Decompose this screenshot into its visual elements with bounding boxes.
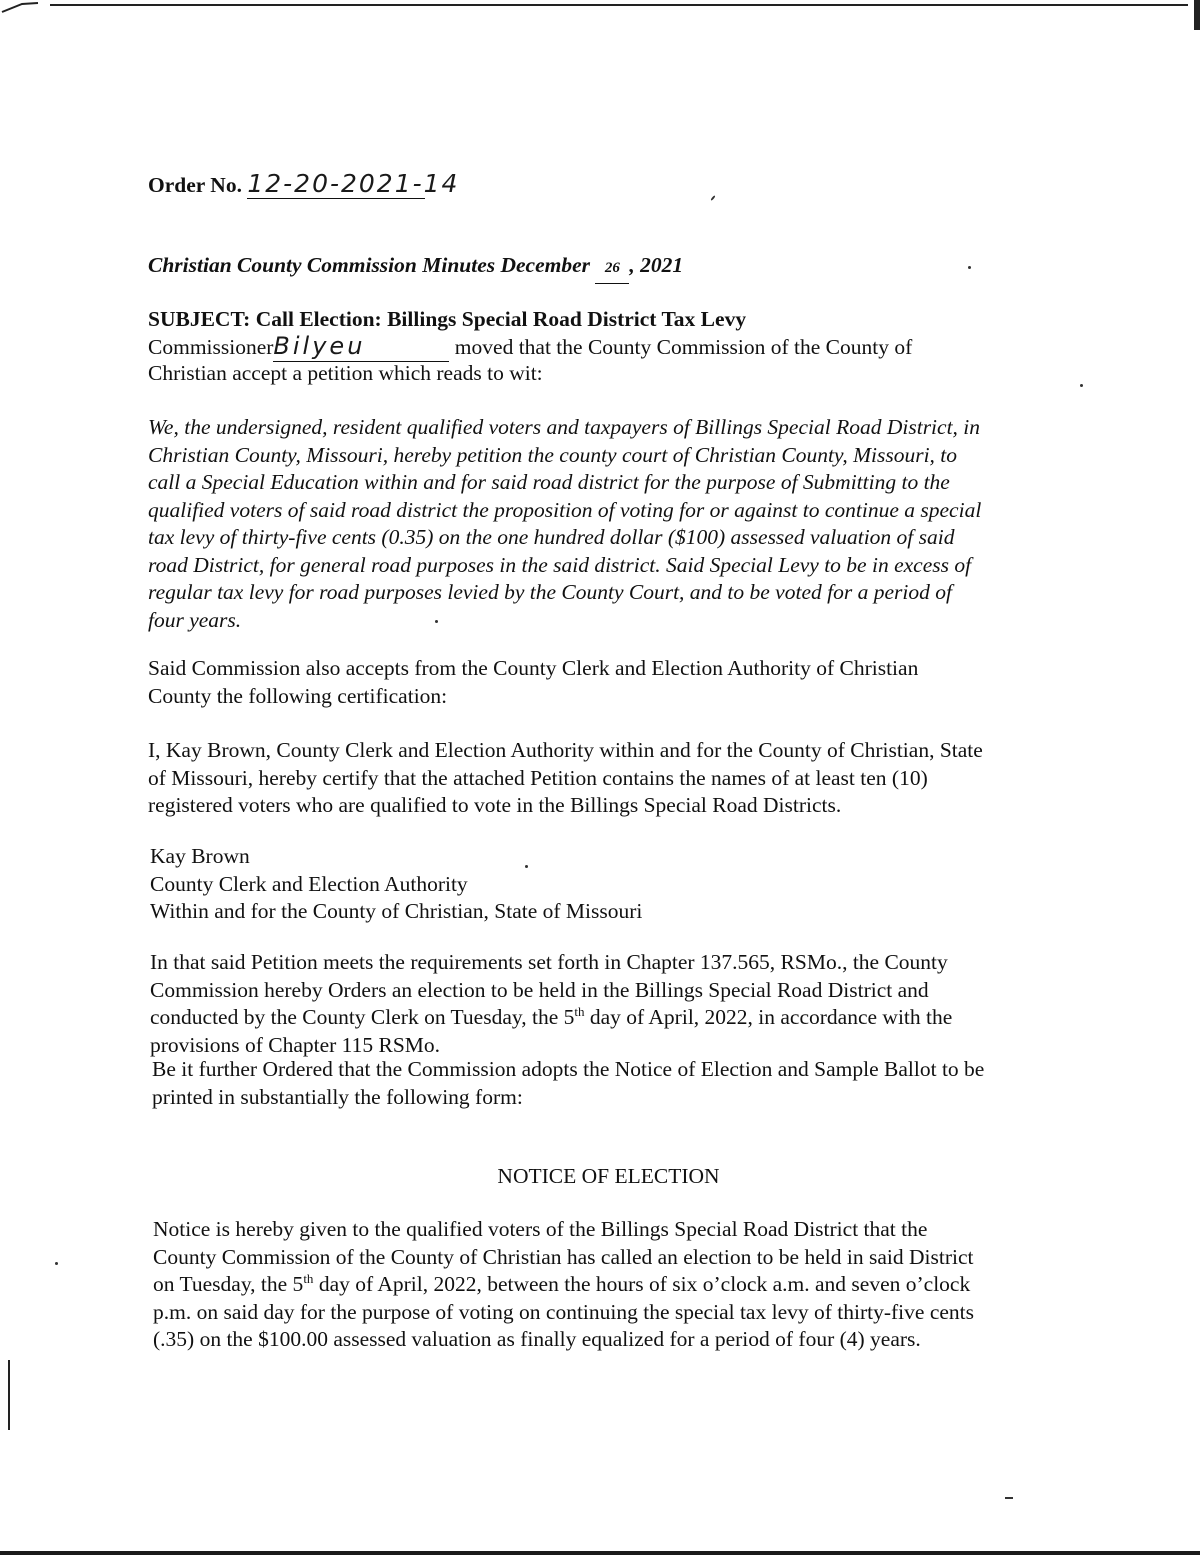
scan-speck (1005, 1497, 1013, 1499)
signer-name: Kay Brown (150, 844, 250, 868)
scan-bottom-edge (0, 1551, 1200, 1555)
minutes-suffix: , 2021 (629, 253, 684, 277)
paragraph-line: Said Commission also accepts from the County Clerk and Election Authority of Christian (148, 656, 919, 680)
certification-text (148, 737, 983, 820)
paragraph-line: (.35) on the $100.00 assessed valuation as finally equalized for a period of four (4) years. (153, 1327, 921, 1351)
motion-line-1 (148, 333, 912, 362)
motion-prefix: Commissioner (148, 335, 274, 359)
scan-speck (55, 1262, 58, 1265)
motion-line-2: Christian accept a petition which reads to wit: (148, 361, 543, 385)
scan-speck (710, 195, 715, 201)
paragraph-line: Notice is hereby given to the qualified voters of the Billings Special Road District that the (153, 1217, 928, 1241)
petition-line: tax levy of thirty-five cents (0.35) on the one hundred dollar ($100) assessed valuation of said (148, 525, 955, 549)
text-segment: day of April, 2022, in accordance with the (584, 1005, 953, 1029)
paragraph-line: In that said Petition meets the requirements set forth in Chapter 137.565, RSMo., the County (150, 950, 948, 974)
petition-line: qualified voters of said road district the proposition of voting for or against to continue a special (148, 497, 982, 522)
scan-speck (1080, 384, 1083, 387)
motion-suffix: moved that the County Commission of the County of (454, 335, 913, 359)
paragraph-line: provisions of Chapter 115 RSMo. (150, 1032, 441, 1057)
petition-line: road District, for general road purposes in the said district. Said Special Levy to be in excess of (148, 552, 972, 577)
order-label: Order No. (148, 173, 242, 197)
ordinal-suffix: th (303, 1270, 314, 1286)
scan-margin-mark (8, 1360, 10, 1430)
scan-speck (968, 266, 971, 269)
paragraph-line (150, 1004, 952, 1032)
text-segment: on Tuesday, the 5 (153, 1272, 304, 1296)
minutes-prefix: Christian County Commission Minutes December (148, 253, 591, 277)
petition-line: call a Special Education within and for said road district for the purpose of Submitting to the (148, 470, 950, 494)
signature-block (150, 843, 642, 926)
petition-line: Christian County, Missouri, hereby petition the county court of Christian County, Missouri, to (148, 442, 958, 467)
order-number: 12-20-2021-14 (247, 169, 460, 198)
paragraph-line: registered voters who are qualified to vote in the Billings Special Road Districts. (148, 793, 842, 817)
minutes-heading (148, 252, 683, 284)
scan-corner-mark (0, 0, 40, 14)
scan-top-edge (50, 4, 1188, 6)
paragraph-line: printed in substantially the following form: (152, 1084, 523, 1109)
notice-paragraph (153, 1216, 974, 1354)
further-order-paragraph (152, 1056, 984, 1111)
ordinal-suffix: th (574, 1003, 585, 1019)
signer-title: County Clerk and Election Authority (150, 871, 468, 896)
commissioner-name: Bilyeu (273, 333, 449, 362)
minutes-day: 26 (595, 255, 629, 284)
order-paragraph (150, 949, 952, 1059)
paragraph-line: of Missouri, hereby certify that the attached Petition contains the names of at least ten (10) (148, 765, 928, 790)
petition-line: regular tax levy for road purposes levied by the County Court, and to be voted for a period of (148, 580, 952, 604)
petition-line: four years. (148, 607, 242, 632)
signer-jurisdiction: Within and for the County of Christian, State of Missouri (150, 899, 643, 923)
order-number-line (148, 169, 460, 200)
petition-text (148, 414, 981, 634)
text-segment: conducted by the County Clerk on Tuesday, the 5 (150, 1005, 575, 1029)
paragraph-line: Commission hereby Orders an election to be held in the Billings Special Road District and (150, 977, 929, 1002)
scan-right-edge (1194, 0, 1200, 30)
paragraph-line (153, 1271, 974, 1299)
petition-line: We, the undersigned, resident qualified voters and taxpayers of Billings Special Road District, in (148, 415, 981, 439)
paragraph-line: Be it further Ordered that the Commission adopts the Notice of Election and Sample Ballot to be (152, 1057, 985, 1081)
paragraph-line: I, Kay Brown, County Clerk and Election Authority within and for the County of Christian, State (148, 738, 983, 762)
paragraph-line: p.m. on said day for the purpose of voting on continuing the special tax levy of thirty-five cents (153, 1299, 974, 1324)
text-segment: day of April, 2022, between the hours of six o’clock a.m. and seven o’clock (313, 1272, 971, 1296)
paragraph-line: County Commission of the County of Christian has called an election to be held in said District (153, 1244, 974, 1269)
notice-heading: NOTICE OF ELECTION (497, 1164, 720, 1188)
subject-heading: SUBJECT: Call Election: Billings Special Road District Tax Levy (148, 307, 747, 331)
paragraph-line: County the following certification: (148, 683, 448, 708)
certification-intro (148, 655, 918, 710)
